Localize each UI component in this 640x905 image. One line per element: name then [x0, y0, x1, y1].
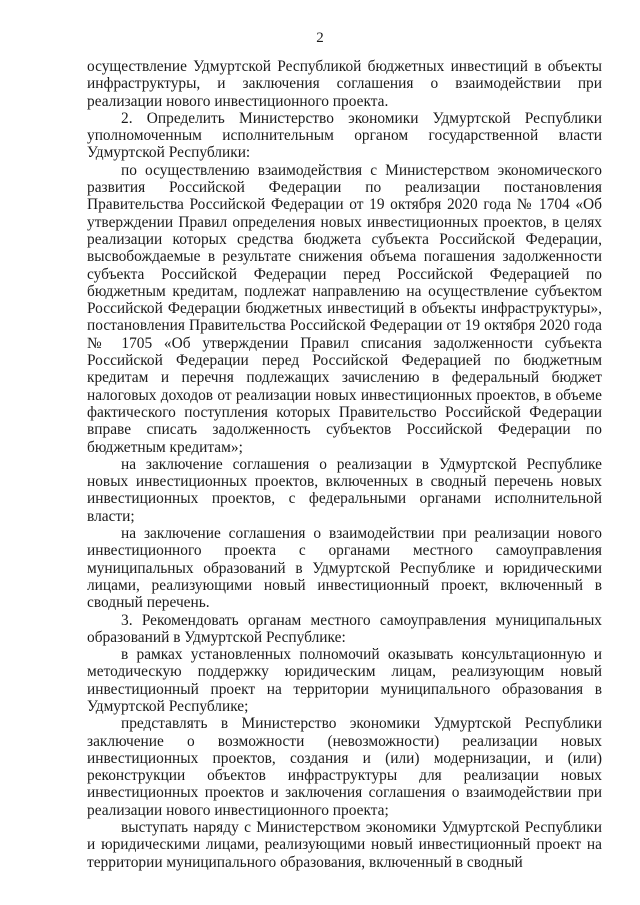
paragraph-item-2: 2. Определить Министерство экономики Удмуртской Республики уполномоченным исполнительным органом государственной власти Удмуртской Республики: [87, 109, 602, 162]
document-body [87, 58, 602, 871]
paragraph-agreement-local: на заключение соглашения о взаимодействии при реализации нового инвестиционного проекта с органами местного самоуправления муниципальных образований в Удмуртской Республике и юридическими лицами, реализующими новый инвестиционный проект, включенный в сводный перечень. [87, 525, 602, 612]
paragraph-interaction-ministry: по осуществлению взаимодействия с Министерством экономического развития Российской Федерации по реализации постановления Правительства Российской Федерации от 19 октября 2020 года № 1704 «Об утверждении Правил определения новых инвестиционных проектов, в целях реализации которых средства бюджета субъекта Российской Федерации, высвобождаемые в результате снижения объема погашения задолженности субъекта Российской Федерации перед Российской Федерацией по бюджетным кредитам, подлежат направлению на осуществление субъектом Российской Федерации бюджетных инвестиций в объекты инфраструктуры», постановления Правительства Российской Федерации от 19 октября 2020 года № 1705 «Об утверждении Правил списания задолженности субъекта Российской Федерации перед Российской Федерацией по бюджетным кредитам и перечня подлежащих зачислению в федеральный бюджет налоговых доходов от реализации новых инвестиционных проектов, в объеме фактического поступления которых Правительство Российской Федерации вправе списать задолженность субъектов Российской Федерации по бюджетным кредитам»; [87, 161, 602, 456]
paragraph-item-3: 3. Рекомендовать органам местного самоуправления муниципальных образований в Удмуртской Республике: [87, 611, 602, 646]
paragraph-continuation: осуществление Удмуртской Республикой бюджетных инвестиций в объекты инфраструктуры, и заключения соглашения о взаимодействии при реализации нового инвестиционного проекта. [87, 58, 602, 110]
paragraph-agreement-federal: на заключение соглашения о реализации в Удмуртской Республике новых инвестиционных проектов, включенных в сводный перечень новых инвестиционных проектов, с федеральными органами исполнительной власти; [87, 455, 602, 525]
page-number: 2 [316, 30, 324, 46]
paragraph-consulting-support: в рамках установленных полномочий оказывать консультационную и методическую поддержку юридическим лицам, реализующим новый инвестиционный проект на территории муниципального образования в Удмуртской Республике; [87, 646, 602, 715]
paragraph-submit-conclusion: представлять в Министерство экономики Удмуртской Республики заключение о возможности (невозможности) реализации новых инвестиционных проектов, создания и (или) модернизации, и (или) реконструкции объектов инфраструктуры для реализации новых инвестиционных проектов и заключения соглашения о взаимодействии при реализации нового инвестиционного проекта; [87, 715, 602, 819]
paragraph-act-alongside: выступать наряду с Министерством экономики Удмуртской Республики и юридическими лицами, реализующими новый инвестиционный проект на территории муниципального образования, включенный в сводный [87, 819, 602, 871]
